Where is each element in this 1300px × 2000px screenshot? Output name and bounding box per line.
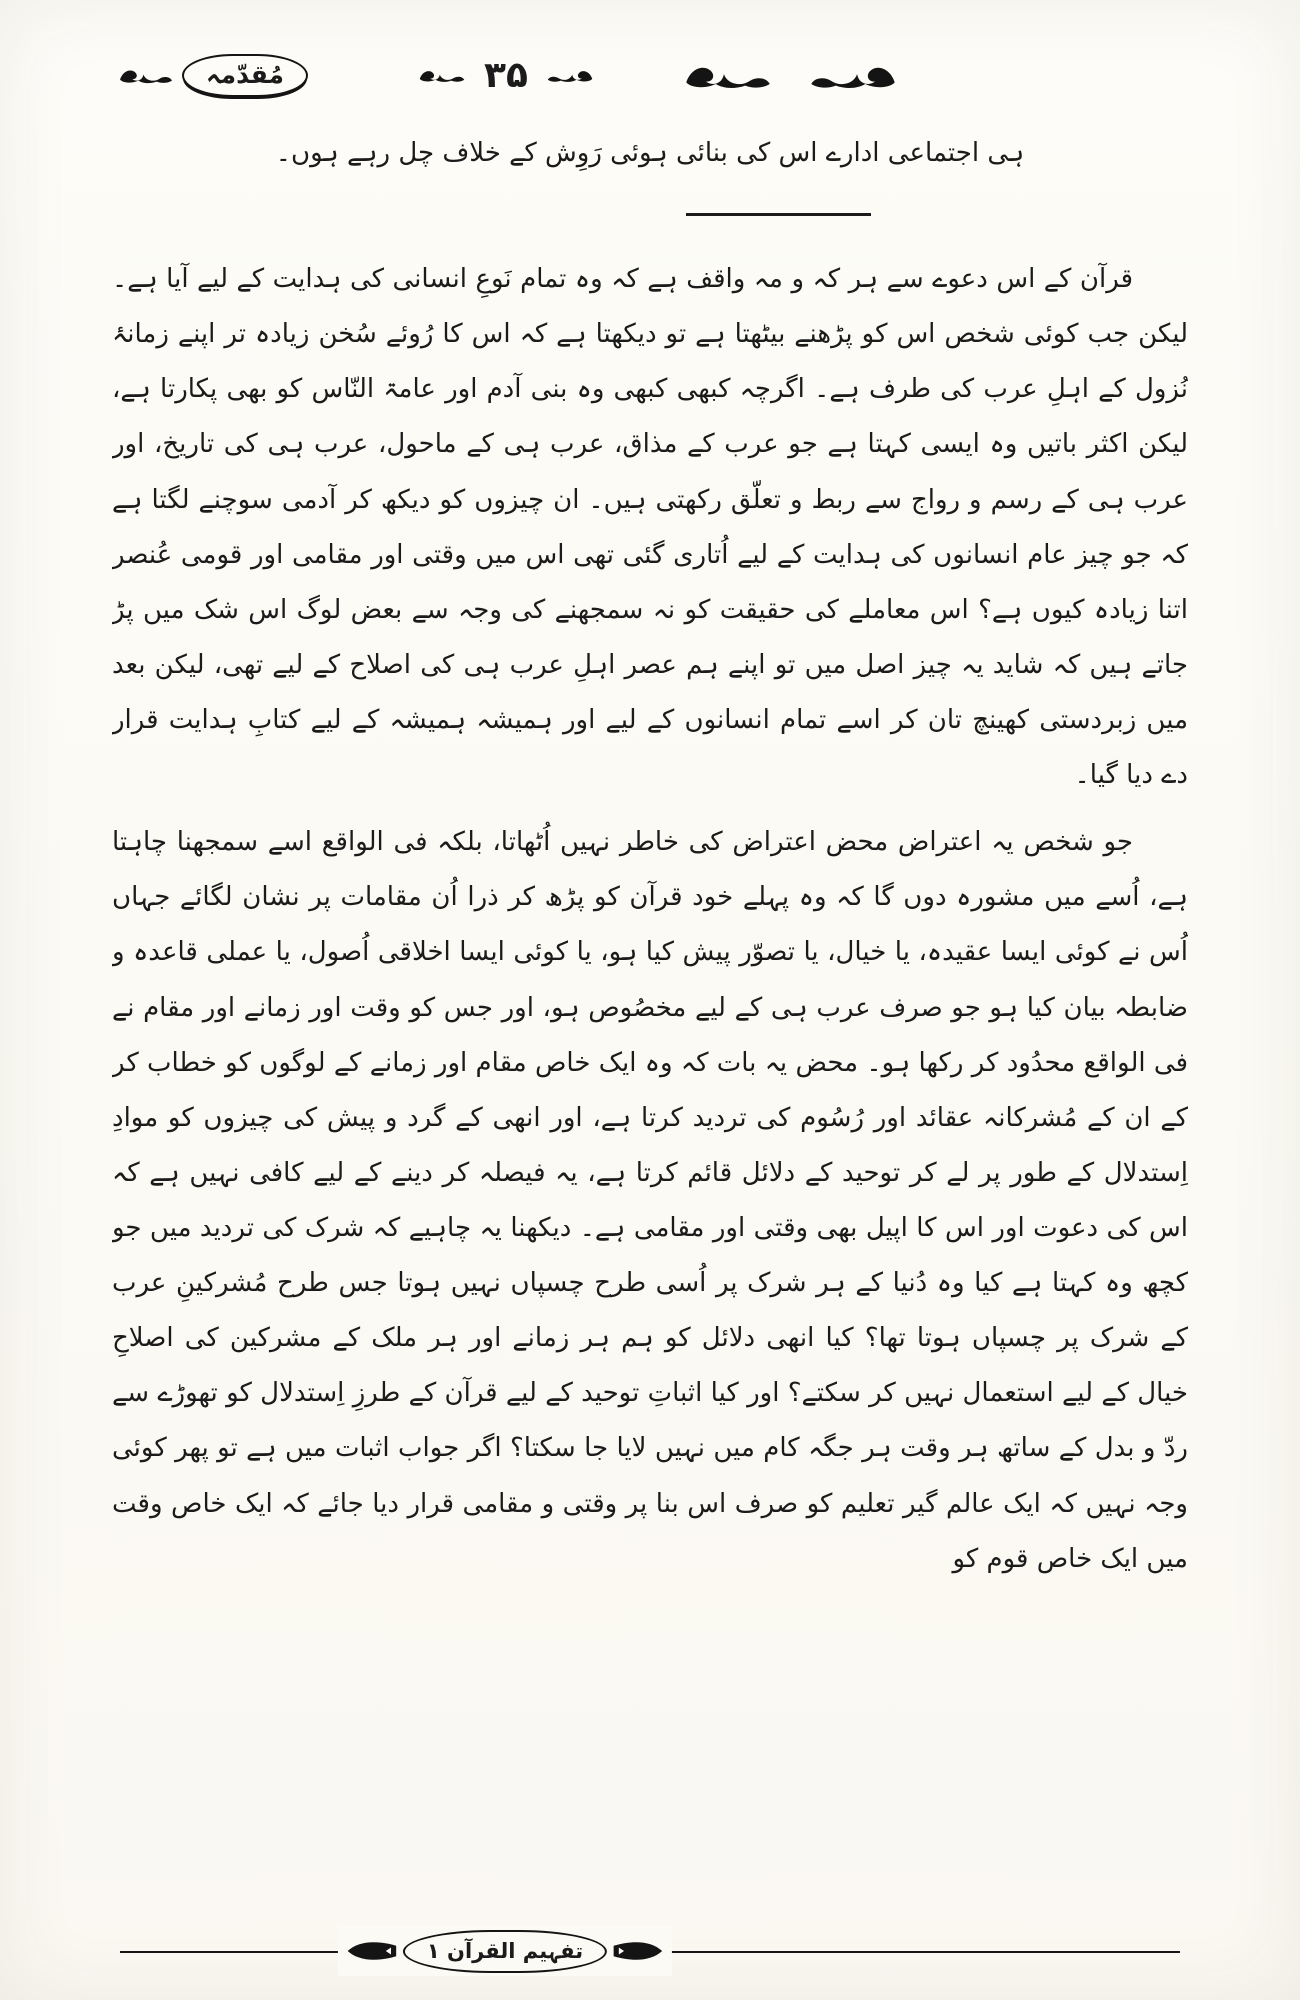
header-ornament-right [808,40,898,110]
page-number: ۳۵ [484,54,528,96]
header-ornament-mid [683,40,773,110]
pennant-ornament-icon [612,1937,664,1965]
header-chapter-cartouche [118,40,308,110]
section-separator [686,213,871,216]
scroll-ornament-icon [546,62,594,88]
scroll-ornament-icon [683,59,773,91]
paragraph-objection-answer: جو شخص یہ اعتراض محض اعتراض کی خاطر نہیں اُٹھاتا، بلکہ فی الواقع اسے سمجھنا چاہتا ہے، اُسے میں مشورہ دوں گا کہ وہ پہلے خود قرآن کو پڑھ کر ذرا اُن مقامات پر نشان لگائے جہاں اُس نے کوئی ایسا عقیدہ، یا خیال، یا تصوّر پیش کیا ہو، یا کوئی ایسا اخلاقی اُصول، یا عملی قاعدہ و ضابطہ بیان کیا ہو جو صرف عرب ہی کے لیے مخصُوص ہو، اور جس کو وقت اور زمانے اور مقام نے فی الواقع محدُود کر رکھا ہو۔ محض یہ بات کہ وہ ایک خاص مقام اور زمانے کے لوگوں کو خطاب کر کے ان کے مُشرکانہ عقائد اور رُسُوم کی تردید کرتا ہے، اور انھی کے گرد و پیش کی چیزوں کو موادِ اِستدلال کے طور پر لے کر توحید کے دلائل قائم کرتا ہے، یہ فیصلہ کر دینے کے لیے کافی نہیں ہے کہ اس کی دعوت اور اس کا اپیل بھی وقتی اور مقامی ہے۔ دیکھنا یہ چاہیے کہ شرک کی تردید میں جو کچھ وہ کہتا ہے کیا وہ دُنیا کے ہر شرک پر اُسی طرح چسپاں نہیں ہوتا جس طرح مُشرکینِ عرب کے شرک پر چسپاں ہوتا تھا؟ کیا انھی دلائل کو ہم ہر زمانے اور ہر ملک کے مشرکین کی اصلاحِ خیال کے لیے استعمال نہیں کر سکتے؟ اور کیا اثباتِ توحید کے لیے قرآن کے طرزِ اِستدلال کو تھوڑے سے ردّ و بدل کے ساتھ ہر وقت ہر جگہ کام میں نہیں لایا جا سکتا؟ اگر جواب اثبات میں ہے تو پھر کوئی وجہ نہیں کہ ایک عالم گیر تعلیم کو صرف اس بنا پر وقتی و مقامی قرار دیا جائے کہ ایک خاص وقت میں ایک خاص قوم کو [112,827,1188,1574]
book-title-medallion [338,1926,672,1976]
page-header [118,40,918,110]
header-page-number-group [418,40,594,110]
paragraph-quran-claim: قرآن کے اس دعوے سے ہر کہ و مہ واقف ہے کہ وہ تمام نَوعِ انسانی کی ہدایت کے لیے آیا ہے۔ لیکن جب کوئی شخص اس کو پڑھنے بیٹھتا ہے تو دیکھتا ہے کہ اس کا رُوئے سُخن زیادہ تر اپنے زمانۂ نُزول کے اہلِ عرب کی طرف ہے۔ اگرچہ کبھی کبھی وہ بنی آدم اور عامۃ النّاس کو بھی پکارتا ہے، لیکن اکثر باتیں وہ ایسی کہتا ہے جو عرب کے مذاق، عرب ہی کے ماحول، عرب ہی کی تاریخ، اور عرب ہی کے رسم و رواج سے ربط و تعلّق رکھتی ہیں۔ ان چیزوں کو دیکھ کر آدمی سوچنے لگتا ہے کہ جو چیز عام انسانوں کی ہدایت کے لیے اُتاری گئی تھی اس میں وقتی اور مقامی اور قومی عُنصر اتنا زیادہ کیوں ہے؟ اس معاملے کی حقیقت کو نہ سمجھنے کی وجہ سے بعض لوگ اس شک میں پڑ جاتے ہیں کہ شاید یہ چیز اصل میں تو اپنے ہم عصر اہلِ عرب ہی کی اصلاح کے لیے تھی، لیکن بعد میں زبردستی کھینچ تان کر اسے تمام انسانوں کے لیے اور ہمیشہ ہمیشہ کے لیے کتابِ ہدایت قرار دے دیا گیا۔ [112,264,1188,791]
book-title: تفہیم القرآن ۱ [403,1930,607,1973]
page-footer [120,1926,1180,1976]
scroll-ornament-icon [418,62,466,88]
scroll-ornament-icon [118,60,174,90]
pennant-ornament-icon [346,1937,398,1965]
page-body [112,126,1188,1910]
scroll-ornament-icon [808,59,898,91]
chapter-label: مُقدّمہ [182,54,308,97]
paragraph-continuation: ہی اجتماعی ادارے اس کی بنائی ہوئی رَوِش کے خلاف چل رہے ہوں۔ [275,138,1025,168]
